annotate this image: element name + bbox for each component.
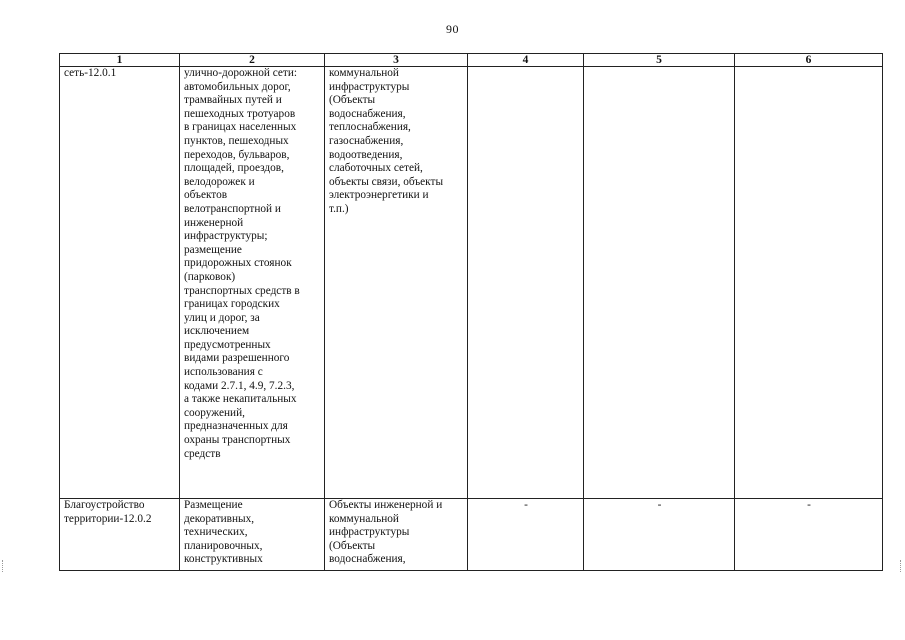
column-header-5: 5: [584, 54, 735, 67]
table-row: [60, 499, 883, 571]
cell-text: Объекты инженерной и коммунальной инфраструктуры (Объекты водоснабжения,: [329, 499, 443, 566]
table-cell-col4: [468, 499, 584, 571]
scan-edge-mark: [900, 560, 902, 572]
column-header-2: 2: [180, 54, 325, 67]
column-header-4: 4: [468, 54, 584, 67]
table-cell-auxiliary: [325, 67, 468, 499]
land-use-table: [59, 53, 883, 571]
column-header-3: 3: [325, 54, 468, 67]
cell-text: Размещение декоративных, технических, планировочных, конструктивных: [184, 499, 263, 566]
table-cell-col6: [735, 67, 883, 499]
cell-text: улично-дорожной сети: автомобильных дорог, трамвайных путей и пешеходных тротуаров в границах населенных пунктов, пешеходных переходов, бульваров, площадей, проездов, велодорожек и объектов велотранспортной и инженерной инфраструктуры; размещение придорожных стоянок (парковок) транспортных средств в границах городских улиц и дорог, за исключением предусмотренных видами разрешенного использования с кодами 2.7.1, 4.9, 7.2.3, а также некапитальных сооружений, предназначенных для охраны транспортных средств: [184, 67, 300, 460]
cell-text: -: [524, 499, 528, 511]
cell-text: Благоустройство территории-12.0.2: [64, 499, 152, 525]
cell-text: сеть-12.0.1: [64, 67, 117, 79]
column-header-1: 1: [60, 54, 180, 67]
page-number: 90: [446, 22, 459, 36]
cell-text: -: [657, 499, 662, 511]
table-cell-auxiliary: [325, 499, 468, 571]
header-row: [60, 54, 883, 67]
table-cell-description: [180, 67, 325, 499]
scan-edge-mark: [2, 560, 4, 572]
table-cell-col5: [584, 499, 735, 571]
table-cell-description: [180, 499, 325, 571]
table-cell-type: [60, 499, 180, 571]
table-row: [60, 67, 883, 499]
cell-text: -: [807, 499, 811, 511]
table-cell-col6: [735, 499, 883, 571]
column-header-6: 6: [735, 54, 883, 67]
table-cell-col4: [468, 67, 584, 499]
table-cell-type: [60, 67, 180, 499]
cell-text: коммунальной инфраструктуры (Объекты водоснабжения, теплоснабжения, газоснабжения, водоотведения, слаботочных сетей, объекты связи, объекты электроэнергетики и т.п.): [329, 67, 444, 215]
table-cell-col5: [584, 67, 735, 499]
